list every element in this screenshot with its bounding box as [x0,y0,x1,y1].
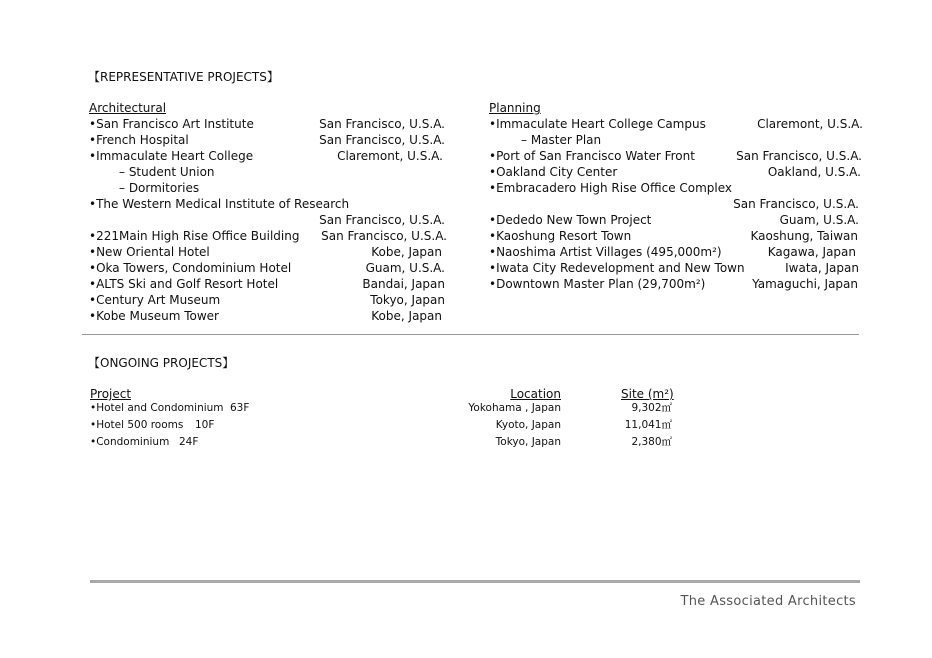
location [300,164,445,180]
location: Claremont, U.S.A. [337,149,443,163]
location: Oakland, U.S.A. [767,165,861,179]
list-item: •Embracadero High Rise Office Complex [489,181,733,195]
planning-title: Planning [489,101,541,115]
list-item: •Kaoshung Resort Town [489,229,632,243]
location: San Francisco, U.S.A. [319,213,445,227]
list-item: •Oka Towers, Condominium Hotel [89,261,292,275]
location: Bandai, Japan [362,277,445,291]
project-name: •Hotel and Condominium [90,402,224,414]
list-item: •French Hospital [89,133,189,147]
representative-heading: 【REPRESENTATIVE PROJECTS】 [88,70,279,84]
table-row [90,400,250,417]
list-item: •New Oriental Hotel [89,245,210,259]
list-item: – Master Plan [521,133,602,147]
location: Yamaguchi, Japan [752,277,858,291]
location: Iwata, Japan [785,261,859,275]
location: Kyoto, Japan [495,419,561,431]
section-divider [82,334,859,335]
ongoing-sites [590,400,672,451]
location: San Francisco, U.S.A. [321,229,447,243]
location: Tokyo, Japan [370,293,445,307]
list-item: •Downtown Master Plan (29,700m²) [489,277,706,291]
location: Kaoshung, Taiwan [750,229,858,243]
location: San Francisco, U.S.A. [736,149,862,163]
list-item: – Dormitories [119,181,200,195]
location [712,180,863,196]
list-item: •Oakland City Center [489,165,618,179]
col-header-site: Site (m²) [621,387,674,401]
project-name: •Hotel 500 rooms [90,419,184,431]
list-item: •San Francisco Art Institute [89,117,254,131]
ongoing-heading: 【ONGOING PROJECTS】 [88,356,235,370]
ongoing-projects [90,400,250,451]
location [300,180,445,196]
list-item: •Port of San Francisco Water Front [489,149,695,163]
list-item: – Student Union [119,165,215,179]
planning-locations [712,116,863,292]
footer-rule [90,580,860,583]
footer-company: The Associated Architects [680,594,856,609]
ongoing-locations [440,400,561,451]
list-item: •The Western Medical Institute of Research [89,197,350,211]
project-floors: 10F [195,419,215,431]
list-item: •ALTS Ski and Golf Resort Hotel [89,277,279,291]
location: Claremont, U.S.A. [757,117,863,131]
architectural-locations [300,116,445,324]
project-floors: 63F [230,402,250,414]
architectural-title: Architectural [89,101,167,115]
location: Guam, U.S.A. [365,261,445,275]
col-header-location: Location [510,387,561,401]
list-item: •Immaculate Heart College Campus [489,117,706,131]
location: Kobe, Japan [371,245,442,259]
project-floors: 24F [179,436,199,448]
location: San Francisco, U.S.A. [319,117,445,131]
site-area: 9,302㎡ [631,402,672,414]
list-item: •Immaculate Heart College [89,149,254,163]
location: Yokohama , Japan [468,402,561,414]
location [300,196,445,212]
table-row [90,434,224,451]
location: Guam, U.S.A. [779,213,859,227]
list-item: •Kobe Museum Tower [89,309,219,323]
location: Tokyo, Japan [495,436,561,448]
location: San Francisco, U.S.A. [733,197,859,211]
planning-names [489,116,745,292]
project-name: •Condominium [90,436,170,448]
location: Kagawa, Japan [767,245,856,259]
site-area: 11,041㎡ [624,419,672,431]
location: Kobe, Japan [371,309,442,323]
location [712,132,863,148]
table-row [90,417,224,434]
list-item: •Iwata City Redevelopment and New Town [489,261,745,275]
col-header-project: Project [90,387,132,401]
list-item: •Century Art Museum [89,293,221,307]
list-item: •221Main High Rise Office Building [89,229,300,243]
list-item [489,196,745,212]
site-area: 2,380㎡ [631,436,672,448]
list-item: •Dededo New Town Project [489,213,652,227]
list-item: •Naoshima Artist Villages (495,000m²) [489,245,722,259]
location: San Francisco, U.S.A. [319,133,445,147]
